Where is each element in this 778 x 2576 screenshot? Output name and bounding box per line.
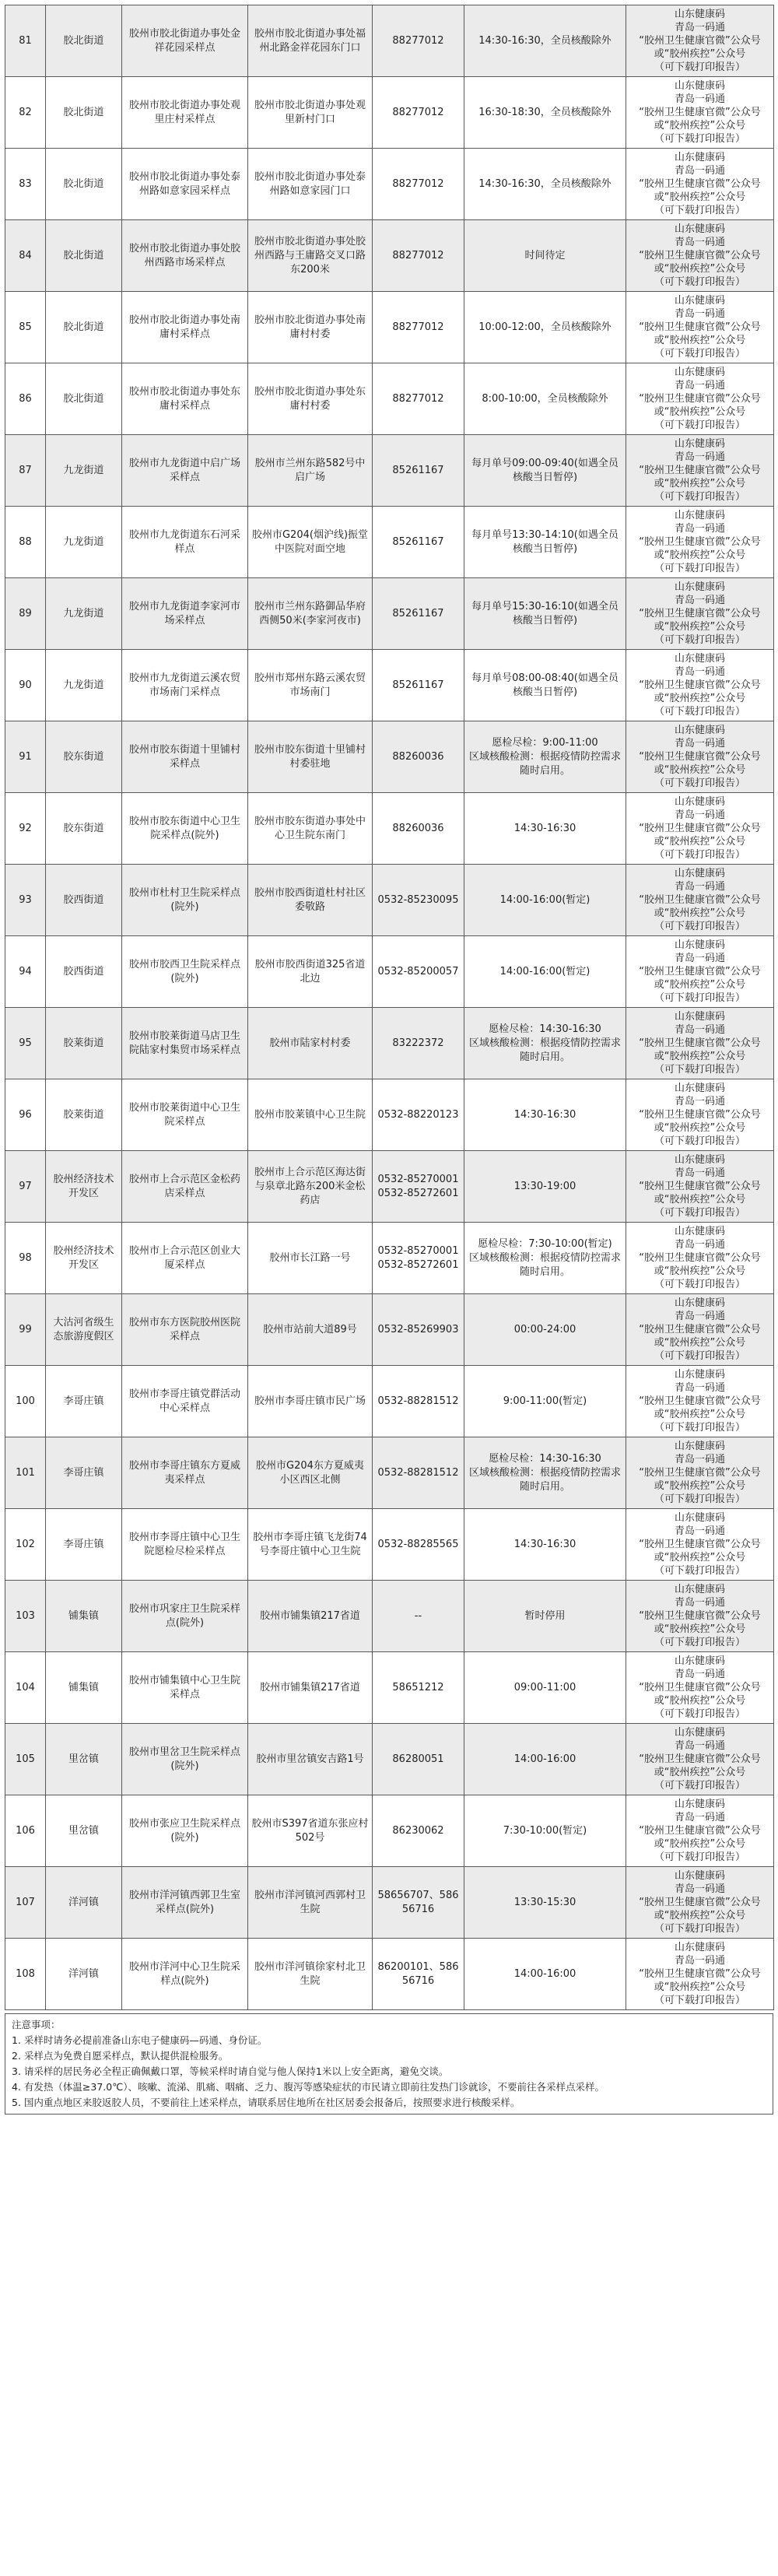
cell-phone: 85261167 — [373, 578, 464, 650]
cell-no: 89 — [5, 578, 46, 650]
cell-phone: 88260036 — [373, 721, 464, 793]
cell-report: 山东健康码 青岛一码通 “胶州卫生健康官微”公众号 或“胶州疾控”公众号 （可下载打印报告） — [626, 363, 774, 435]
cell-address: 胶州市胶北街道办事处南庸村村委 — [248, 292, 373, 363]
cell-hours: 14:00-16:00 — [464, 1939, 626, 2010]
cell-phone: 88277012 — [373, 363, 464, 435]
cell-no: 93 — [5, 865, 46, 936]
cell-street: 胶东街道 — [46, 721, 122, 793]
table-row — [5, 1151, 774, 1223]
cell-site: 胶州市胶莱街道马店卫生院陆家村集贸市场采样点 — [122, 1008, 248, 1079]
table-row — [5, 721, 774, 793]
cell-phone: 0532-85200057 — [373, 936, 464, 1008]
cell-site: 胶州市胶莱街道中心卫生院采样点 — [122, 1079, 248, 1151]
cell-report: 山东健康码 青岛一码通 “胶州卫生健康官微”公众号 或“胶州疾控”公众号 （可下载打印报告） — [626, 1079, 774, 1151]
cell-hours: 愿检尽检：9:00-11:00 区域核酸检测：根据疫情防控需求随时启用。 — [464, 721, 626, 793]
cell-address: 胶州市胶莱镇中心卫生院 — [248, 1079, 373, 1151]
table-row — [5, 1581, 774, 1652]
cell-report: 山东健康码 青岛一码通 “胶州卫生健康官微”公众号 或“胶州疾控”公众号 （可下载打印报告） — [626, 793, 774, 865]
cell-hours: 每月单号08:00-08:40(如遇全员核酸当日暂停) — [464, 650, 626, 721]
table-row — [5, 1294, 774, 1366]
cell-street: 铺集镇 — [46, 1581, 122, 1652]
cell-phone: 0532-88281512 — [373, 1437, 464, 1509]
cell-site: 胶州市九龙街道李家河市场采样点 — [122, 578, 248, 650]
sampling-sites-table — [5, 5, 774, 2010]
cell-site: 胶州市东方医院胶州医院采样点 — [122, 1294, 248, 1366]
cell-hours: 每月单号13:30-14:10(如遇全员核酸当日暂停) — [464, 507, 626, 578]
cell-address: 胶州市G204东方夏威夷小区西区北侧 — [248, 1437, 373, 1509]
notes-item: 2. 采样点为免费自愿采样点，默认提供混检服务。 — [12, 2050, 229, 2062]
cell-street: 胶西街道 — [46, 936, 122, 1008]
cell-report: 山东健康码 青岛一码通 “胶州卫生健康官微”公众号 或“胶州疾控”公众号 （可下载打印报告） — [626, 1294, 774, 1366]
cell-hours: 每月单号09:00-09:40(如遇全员核酸当日暂停) — [464, 435, 626, 507]
cell-phone: 0532-85269903 — [373, 1294, 464, 1366]
cell-street: 里岔镇 — [46, 1724, 122, 1795]
cell-address: 胶州市兰州东路御品华府西侧50米(李家河夜市) — [248, 578, 373, 650]
cell-phone: 88260036 — [373, 793, 464, 865]
cell-address: 胶州市胶西街道杜村社区委敬路 — [248, 865, 373, 936]
cell-no: 98 — [5, 1223, 46, 1294]
cell-site: 胶州市胶东街道十里铺村采样点 — [122, 721, 248, 793]
cell-report: 山东健康码 青岛一码通 “胶州卫生健康官微”公众号 或“胶州疾控”公众号 （可下载打印报告） — [626, 1581, 774, 1652]
cell-phone: 0532-85270001 0532-85272601 — [373, 1151, 464, 1223]
cell-address: 胶州市胶北街道办事处胶州西路与王庸路交叉口路东200米 — [248, 220, 373, 292]
cell-report: 山东健康码 青岛一码通 “胶州卫生健康官微”公众号 或“胶州疾控”公众号 （可下载打印报告） — [626, 77, 774, 149]
table-row — [5, 1223, 774, 1294]
cell-street: 李哥庄镇 — [46, 1509, 122, 1581]
cell-address: 胶州市胶西街道325省道北边 — [248, 936, 373, 1008]
cell-address: 胶州市G204(烟沪线)振堂中医院对面空地 — [248, 507, 373, 578]
cell-no: 104 — [5, 1652, 46, 1724]
cell-street: 胶莱街道 — [46, 1079, 122, 1151]
cell-report: 山东健康码 青岛一码通 “胶州卫生健康官微”公众号 或“胶州疾控”公众号 （可下载打印报告） — [626, 1795, 774, 1867]
cell-no: 101 — [5, 1437, 46, 1509]
cell-phone: 58656707、58656716 — [373, 1867, 464, 1939]
notes-item: 1. 采样时请务必提前准备山东电子健康码—码通、身份证。 — [12, 2034, 268, 2046]
cell-phone: 85261167 — [373, 435, 464, 507]
cell-site: 胶州市胶西卫生院采样点(院外) — [122, 936, 248, 1008]
table-row — [5, 77, 774, 149]
cell-address: 胶州市上合示范区海达街与泉章北路东200米金松药店 — [248, 1151, 373, 1223]
table-row — [5, 1509, 774, 1581]
cell-address: 胶州市S397省道东张应村502号 — [248, 1795, 373, 1867]
cell-street: 九龙街道 — [46, 435, 122, 507]
cell-phone: 88277012 — [373, 5, 464, 77]
table-row — [5, 1366, 774, 1437]
table-row — [5, 435, 774, 507]
cell-phone: 85261167 — [373, 650, 464, 721]
cell-hours: 16:30-18:30，全员核酸除外 — [464, 77, 626, 149]
cell-hours: 14:00-16:00 — [464, 1724, 626, 1795]
table-row — [5, 1939, 774, 2010]
cell-address: 胶州市站前大道89号 — [248, 1294, 373, 1366]
cell-hours: 13:30-19:00 — [464, 1151, 626, 1223]
table-row — [5, 936, 774, 1008]
cell-no: 108 — [5, 1939, 46, 2010]
cell-hours: 14:30-16:30 — [464, 1079, 626, 1151]
cell-site: 胶州市里岔卫生院采样点(院外) — [122, 1724, 248, 1795]
cell-report: 山东健康码 青岛一码通 “胶州卫生健康官微”公众号 或“胶州疾控”公众号 （可下载打印报告） — [626, 1223, 774, 1294]
cell-report: 山东健康码 青岛一码通 “胶州卫生健康官微”公众号 或“胶州疾控”公众号 （可下载打印报告） — [626, 1509, 774, 1581]
cell-site: 胶州市李哥庄镇党群活动中心采样点 — [122, 1366, 248, 1437]
cell-no: 97 — [5, 1151, 46, 1223]
cell-address: 胶州市郑州东路云溪农贸市场南门 — [248, 650, 373, 721]
notes-item: 5. 国内重点地区来胶返胶人员，不要前往上述采样点，请联系居住地所在社区居委会报备后，按照要求进行核酸采样。 — [12, 2097, 520, 2108]
table-row — [5, 578, 774, 650]
cell-site: 胶州市巩家庄卫生院采样点(院外) — [122, 1581, 248, 1652]
cell-report: 山东健康码 青岛一码通 “胶州卫生健康官微”公众号 或“胶州疾控”公众号 （可下载打印报告） — [626, 1437, 774, 1509]
cell-report: 山东健康码 青岛一码通 “胶州卫生健康官微”公众号 或“胶州疾控”公众号 （可下载打印报告） — [626, 507, 774, 578]
cell-street: 胶北街道 — [46, 220, 122, 292]
cell-street: 洋河镇 — [46, 1939, 122, 2010]
cell-report: 山东健康码 青岛一码通 “胶州卫生健康官微”公众号 或“胶州疾控”公众号 （可下载打印报告） — [626, 435, 774, 507]
cell-hours: 13:30-15:30 — [464, 1867, 626, 1939]
cell-no: 81 — [5, 5, 46, 77]
cell-no: 99 — [5, 1294, 46, 1366]
cell-phone: 0532-85270001 0532-85272601 — [373, 1223, 464, 1294]
cell-address: 胶州市李哥庄镇飞龙街74号李哥庄镇中心卫生院 — [248, 1509, 373, 1581]
cell-no: 95 — [5, 1008, 46, 1079]
cell-no: 90 — [5, 650, 46, 721]
cell-phone: 86200101、58656716 — [373, 1939, 464, 2010]
cell-phone: 0532-85230095 — [373, 865, 464, 936]
table-row — [5, 1795, 774, 1867]
cell-report: 山东健康码 青岛一码通 “胶州卫生健康官微”公众号 或“胶州疾控”公众号 （可下载打印报告） — [626, 292, 774, 363]
cell-phone: 0532-88281512 — [373, 1366, 464, 1437]
cell-phone: -- — [373, 1581, 464, 1652]
cell-no: 91 — [5, 721, 46, 793]
cell-site: 胶州市九龙街道中启广场采样点 — [122, 435, 248, 507]
cell-no: 87 — [5, 435, 46, 507]
cell-report: 山东健康码 青岛一码通 “胶州卫生健康官微”公众号 或“胶州疾控”公众号 （可下载打印报告） — [626, 578, 774, 650]
cell-site: 胶州市上合示范区创业大厦采样点 — [122, 1223, 248, 1294]
cell-hours: 14:00-16:00(暂定) — [464, 865, 626, 936]
cell-report: 山东健康码 青岛一码通 “胶州卫生健康官微”公众号 或“胶州疾控”公众号 （可下载打印报告） — [626, 865, 774, 936]
cell-hours: 10:00-12:00，全员核酸除外 — [464, 292, 626, 363]
cell-street: 胶北街道 — [46, 292, 122, 363]
cell-site: 胶州市胶北街道办事处金祥花园采样点 — [122, 5, 248, 77]
cell-report: 山东健康码 青岛一码通 “胶州卫生健康官微”公众号 或“胶州疾控”公众号 （可下载打印报告） — [626, 1008, 774, 1079]
cell-hours: 00:00-24:00 — [464, 1294, 626, 1366]
table-row — [5, 292, 774, 363]
cell-report: 山东健康码 青岛一码通 “胶州卫生健康官微”公众号 或“胶州疾控”公众号 （可下载打印报告） — [626, 936, 774, 1008]
cell-no: 102 — [5, 1509, 46, 1581]
cell-phone: 58651212 — [373, 1652, 464, 1724]
cell-address: 胶州市胶北街道办事处泰州路如意家园门口 — [248, 149, 373, 220]
cell-no: 94 — [5, 936, 46, 1008]
cell-address: 胶州市胶北街道办事处福州北路金祥花园东门口 — [248, 5, 373, 77]
cell-no: 105 — [5, 1724, 46, 1795]
cell-site: 胶州市胶北街道办事处东庸村采样点 — [122, 363, 248, 435]
cell-report: 山东健康码 青岛一码通 “胶州卫生健康官微”公众号 或“胶州疾控”公众号 （可下载打印报告） — [626, 1366, 774, 1437]
table-row — [5, 650, 774, 721]
cell-no: 96 — [5, 1079, 46, 1151]
cell-street: 九龙街道 — [46, 578, 122, 650]
cell-no: 92 — [5, 793, 46, 865]
cell-hours: 7:30-10:00(暂定) — [464, 1795, 626, 1867]
cell-phone: 0532-88285565 — [373, 1509, 464, 1581]
cell-phone: 85261167 — [373, 507, 464, 578]
table-row — [5, 1079, 774, 1151]
cell-address: 胶州市胶东街道十里铺村村委驻地 — [248, 721, 373, 793]
cell-street: 铺集镇 — [46, 1652, 122, 1724]
cell-phone: 86280051 — [373, 1724, 464, 1795]
cell-report: 山东健康码 青岛一码通 “胶州卫生健康官微”公众号 或“胶州疾控”公众号 （可下载打印报告） — [626, 220, 774, 292]
cell-phone: 88277012 — [373, 292, 464, 363]
cell-no: 100 — [5, 1366, 46, 1437]
cell-report: 山东健康码 青岛一码通 “胶州卫生健康官微”公众号 或“胶州疾控”公众号 （可下载打印报告） — [626, 5, 774, 77]
cell-site: 胶州市胶北街道办事处泰州路如意家园采样点 — [122, 149, 248, 220]
cell-report: 山东健康码 青岛一码通 “胶州卫生健康官微”公众号 或“胶州疾控”公众号 （可下载打印报告） — [626, 1151, 774, 1223]
cell-hours: 愿检尽检：14:30-16:30 区域核酸检测：根据疫情防控需求随时启用。 — [464, 1437, 626, 1509]
cell-site: 胶州市洋河镇西郭卫生室采样点(院外) — [122, 1867, 248, 1939]
cell-site: 胶州市胶北街道办事处观里庄村采样点 — [122, 77, 248, 149]
cell-site: 胶州市铺集镇中心卫生院采样点 — [122, 1652, 248, 1724]
cell-site: 胶州市九龙街道东石河采样点 — [122, 507, 248, 578]
cell-street: 九龙街道 — [46, 507, 122, 578]
cell-address: 胶州市李哥庄镇市民广场 — [248, 1366, 373, 1437]
table-row — [5, 1652, 774, 1724]
cell-phone: 88277012 — [373, 149, 464, 220]
notes-item: 4. 有发热（体温≥37.0℃）、咳嗽、流涕、肌痛、咽痛、乏力、腹泻等感染症状的市民请立即前往发热门诊就诊，不要前往各采样点采样。 — [12, 2081, 605, 2093]
table-row — [5, 865, 774, 936]
cell-phone: 88277012 — [373, 220, 464, 292]
cell-street: 里岔镇 — [46, 1795, 122, 1867]
cell-phone: 88277012 — [373, 77, 464, 149]
table-row — [5, 220, 774, 292]
table-row — [5, 1724, 774, 1795]
table-row — [5, 1008, 774, 1079]
cell-street: 胶州经济技术开发区 — [46, 1223, 122, 1294]
cell-no: 106 — [5, 1795, 46, 1867]
cell-site: 胶州市胶东街道中心卫生院采样点(院外) — [122, 793, 248, 865]
cell-report: 山东健康码 青岛一码通 “胶州卫生健康官微”公众号 或“胶州疾控”公众号 （可下载打印报告） — [626, 1867, 774, 1939]
cell-address: 胶州市陆家村村委 — [248, 1008, 373, 1079]
cell-hours: 愿检尽检：7:30-10:00(暂定) 区域核酸检测：根据疫情防控需求随时启用。 — [464, 1223, 626, 1294]
table-row — [5, 1867, 774, 1939]
cell-no: 83 — [5, 149, 46, 220]
cell-hours: 愿检尽检：14:30-16:30 区域核酸检测：根据疫情防控需求随时启用。 — [464, 1008, 626, 1079]
table-row — [5, 793, 774, 865]
cell-report: 山东健康码 青岛一码通 “胶州卫生健康官微”公众号 或“胶州疾控”公众号 （可下载打印报告） — [626, 650, 774, 721]
cell-site: 胶州市杜村卫生院采样点(院外) — [122, 865, 248, 936]
cell-phone: 0532-88220123 — [373, 1079, 464, 1151]
cell-hours: 14:00-16:00(暂定) — [464, 936, 626, 1008]
cell-street: 洋河镇 — [46, 1867, 122, 1939]
cell-street: 胶北街道 — [46, 363, 122, 435]
cell-street: 李哥庄镇 — [46, 1366, 122, 1437]
cell-site: 胶州市洋河中心卫生院采样点(院外) — [122, 1939, 248, 2010]
cell-hours: 每月单号15:30-16:10(如遇全员核酸当日暂停) — [464, 578, 626, 650]
cell-site: 胶州市李哥庄镇东方夏威夷采样点 — [122, 1437, 248, 1509]
cell-hours: 09:00-11:00 — [464, 1652, 626, 1724]
cell-report: 山东健康码 青岛一码通 “胶州卫生健康官微”公众号 或“胶州疾控”公众号 （可下载打印报告） — [626, 1724, 774, 1795]
cell-street: 大沽河省级生态旅游度假区 — [46, 1294, 122, 1366]
cell-site: 胶州市胶北街道办事处胶州西路市场采样点 — [122, 220, 248, 292]
cell-report: 山东健康码 青岛一码通 “胶州卫生健康官微”公众号 或“胶州疾控”公众号 （可下载打印报告） — [626, 1939, 774, 2010]
cell-phone: 83222372 — [373, 1008, 464, 1079]
cell-address: 胶州市洋河镇河西郭村卫生院 — [248, 1867, 373, 1939]
notes-item: 3. 请采样的居民务必全程正确佩戴口罩，等候采样时请自觉与他人保持1米以上安全距离，避免交谈。 — [12, 2065, 449, 2077]
notes-title: 注意事项： — [12, 2019, 61, 2030]
cell-address: 胶州市里岔镇安吉路1号 — [248, 1724, 373, 1795]
cell-no: 103 — [5, 1581, 46, 1652]
cell-address: 胶州市铺集镇217省道 — [248, 1581, 373, 1652]
cell-no: 86 — [5, 363, 46, 435]
cell-street: 胶东街道 — [46, 793, 122, 865]
cell-address: 胶州市胶北街道办事处观里新村门口 — [248, 77, 373, 149]
cell-hours: 时间待定 — [464, 220, 626, 292]
cell-hours: 14:30-16:30，全员核酸除外 — [464, 5, 626, 77]
cell-address: 胶州市洋河镇徐家村北卫生院 — [248, 1939, 373, 2010]
cell-address: 胶州市长江路一号 — [248, 1223, 373, 1294]
cell-report: 山东健康码 青岛一码通 “胶州卫生健康官微”公众号 或“胶州疾控”公众号 （可下载打印报告） — [626, 1652, 774, 1724]
table-row — [5, 5, 774, 77]
cell-hours: 14:30-16:30 — [464, 793, 626, 865]
table-row — [5, 363, 774, 435]
table-row — [5, 149, 774, 220]
cell-address: 胶州市铺集镇217省道 — [248, 1652, 373, 1724]
cell-street: 胶北街道 — [46, 149, 122, 220]
cell-no: 85 — [5, 292, 46, 363]
cell-no: 88 — [5, 507, 46, 578]
cell-hours: 暂时停用 — [464, 1581, 626, 1652]
cell-no: 107 — [5, 1867, 46, 1939]
cell-report: 山东健康码 青岛一码通 “胶州卫生健康官微”公众号 或“胶州疾控”公众号 （可下载打印报告） — [626, 721, 774, 793]
cell-street: 胶州经济技术开发区 — [46, 1151, 122, 1223]
cell-site: 胶州市胶北街道办事处南庸村采样点 — [122, 292, 248, 363]
cell-no: 82 — [5, 77, 46, 149]
cell-phone: 86230062 — [373, 1795, 464, 1867]
cell-street: 李哥庄镇 — [46, 1437, 122, 1509]
cell-site: 胶州市李哥庄镇中心卫生院愿检尽检采样点 — [122, 1509, 248, 1581]
cell-report: 山东健康码 青岛一码通 “胶州卫生健康官微”公众号 或“胶州疾控”公众号 （可下载打印报告） — [626, 149, 774, 220]
cell-address: 胶州市胶东街道办事处中心卫生院东南门 — [248, 793, 373, 865]
cell-street: 九龙街道 — [46, 650, 122, 721]
cell-hours: 14:30-16:30 — [464, 1509, 626, 1581]
cell-hours: 8:00-10:00，全员核酸除外 — [464, 363, 626, 435]
cell-street: 胶北街道 — [46, 5, 122, 77]
cell-site: 胶州市上合示范区金松药店采样点 — [122, 1151, 248, 1223]
cell-address: 胶州市胶北街道办事处东庸村村委 — [248, 363, 373, 435]
cell-hours: 9:00-11:00(暂定) — [464, 1366, 626, 1437]
cell-no: 84 — [5, 220, 46, 292]
table-row — [5, 1437, 774, 1509]
table-row — [5, 507, 774, 578]
notes-section — [5, 2013, 773, 2114]
cell-address: 胶州市兰州东路582号中启广场 — [248, 435, 373, 507]
cell-site: 胶州市张应卫生院采样点(院外) — [122, 1795, 248, 1867]
cell-hours: 14:30-16:30，全员核酸除外 — [464, 149, 626, 220]
cell-street: 胶莱街道 — [46, 1008, 122, 1079]
cell-site: 胶州市九龙街道云溪农贸市场南门采样点 — [122, 650, 248, 721]
cell-street: 胶西街道 — [46, 865, 122, 936]
cell-street: 胶北街道 — [46, 77, 122, 149]
